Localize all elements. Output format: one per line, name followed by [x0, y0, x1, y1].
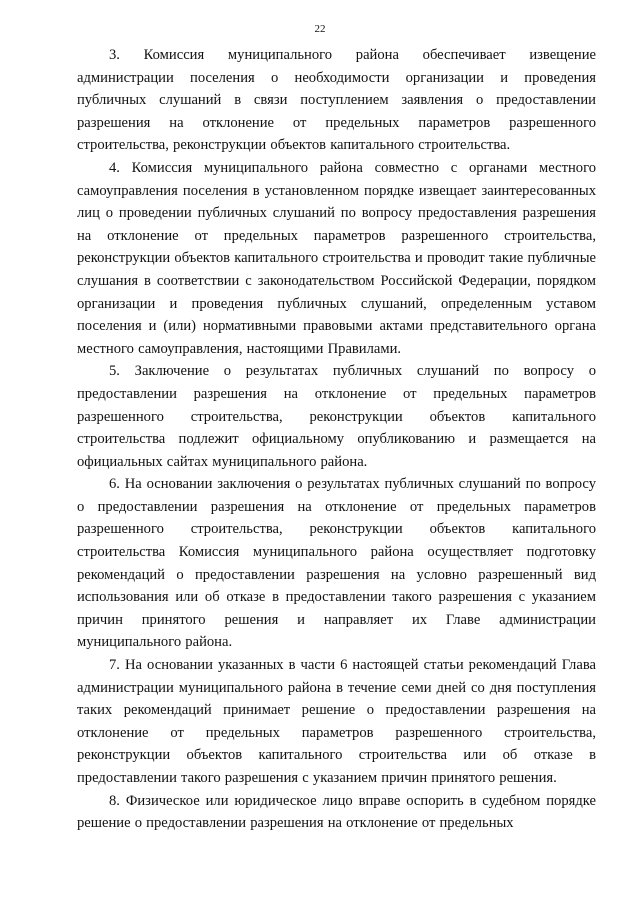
paragraph-item-3: 3. Комиссия муниципального района обеспечивает извещение администрации поселения о необходимости организации и проведения публичных слушаний в связи поступлением заявления о предоставлении разрешения на отклонение от предельных параметров разрешенного строительства, реконструкции объектов капитального строительства.: [77, 47, 596, 154]
page-number: 22: [314, 23, 326, 35]
paragraph-item-8: 8. Физическое или юридическое лицо вправе оспорить в судебном порядке решение о предоставлении разрешения на отклонение от предельных: [77, 792, 596, 832]
paragraph-item-5: 5. Заключение о результатах публичных слушаний по вопросу о предоставлении разрешения на отклонение от предельных параметров разрешенного строительства, реконструкции объектов капитального строительства подлежит официальному опубликованию и размещается на официальных сайтах муниципального района.: [77, 363, 596, 470]
paragraph-item-6: 6. На основании заключения о результатах публичных слушаний по вопросу о предоставлении разрешения на отклонение от предельных параметров разрешенного строительства, реконструкции объектов капитального строительства Комиссия муниципального района осуществляет подготовку рекомендаций о предоставлении разрешения на условно разрешенный вид использования или об отказе в предоставлении такого разрешения с указанием причин принятого решения и направляет их Главе администрации муниципального района.: [77, 476, 596, 651]
paragraph-item-7: 7. На основании указанных в части 6 настоящей статьи рекомендаций Глава администрации муниципального района в течение семи дней со дня поступления таких рекомендаций принимает решение о предоставлении разрешения на отклонение от предельных параметров разрешенного строительства, реконструкции объектов капитального строительства или об отказе в предоставлении такого разрешения с указанием причин принятого решения.: [77, 657, 596, 786]
document-body: [77, 44, 596, 835]
paragraph-item-4: 4. Комиссия муниципального района совместно с органами местного самоуправления поселения в установленном порядке извещает заинтересованных лиц о проведении публичных слушаний по вопросу предоставления разрешения на отклонение от предельных параметров разрешенного строительства, реконструкции объектов капитального строительства и проводит такие публичные слушания в соответствии с законодательством Российской Федерации, порядком организации и проведения публичных слушаний, определенным уставом поселения и (или) нормативными правовыми актами представительного органа местного самоуправления, настоящими Правилами.: [77, 159, 596, 357]
